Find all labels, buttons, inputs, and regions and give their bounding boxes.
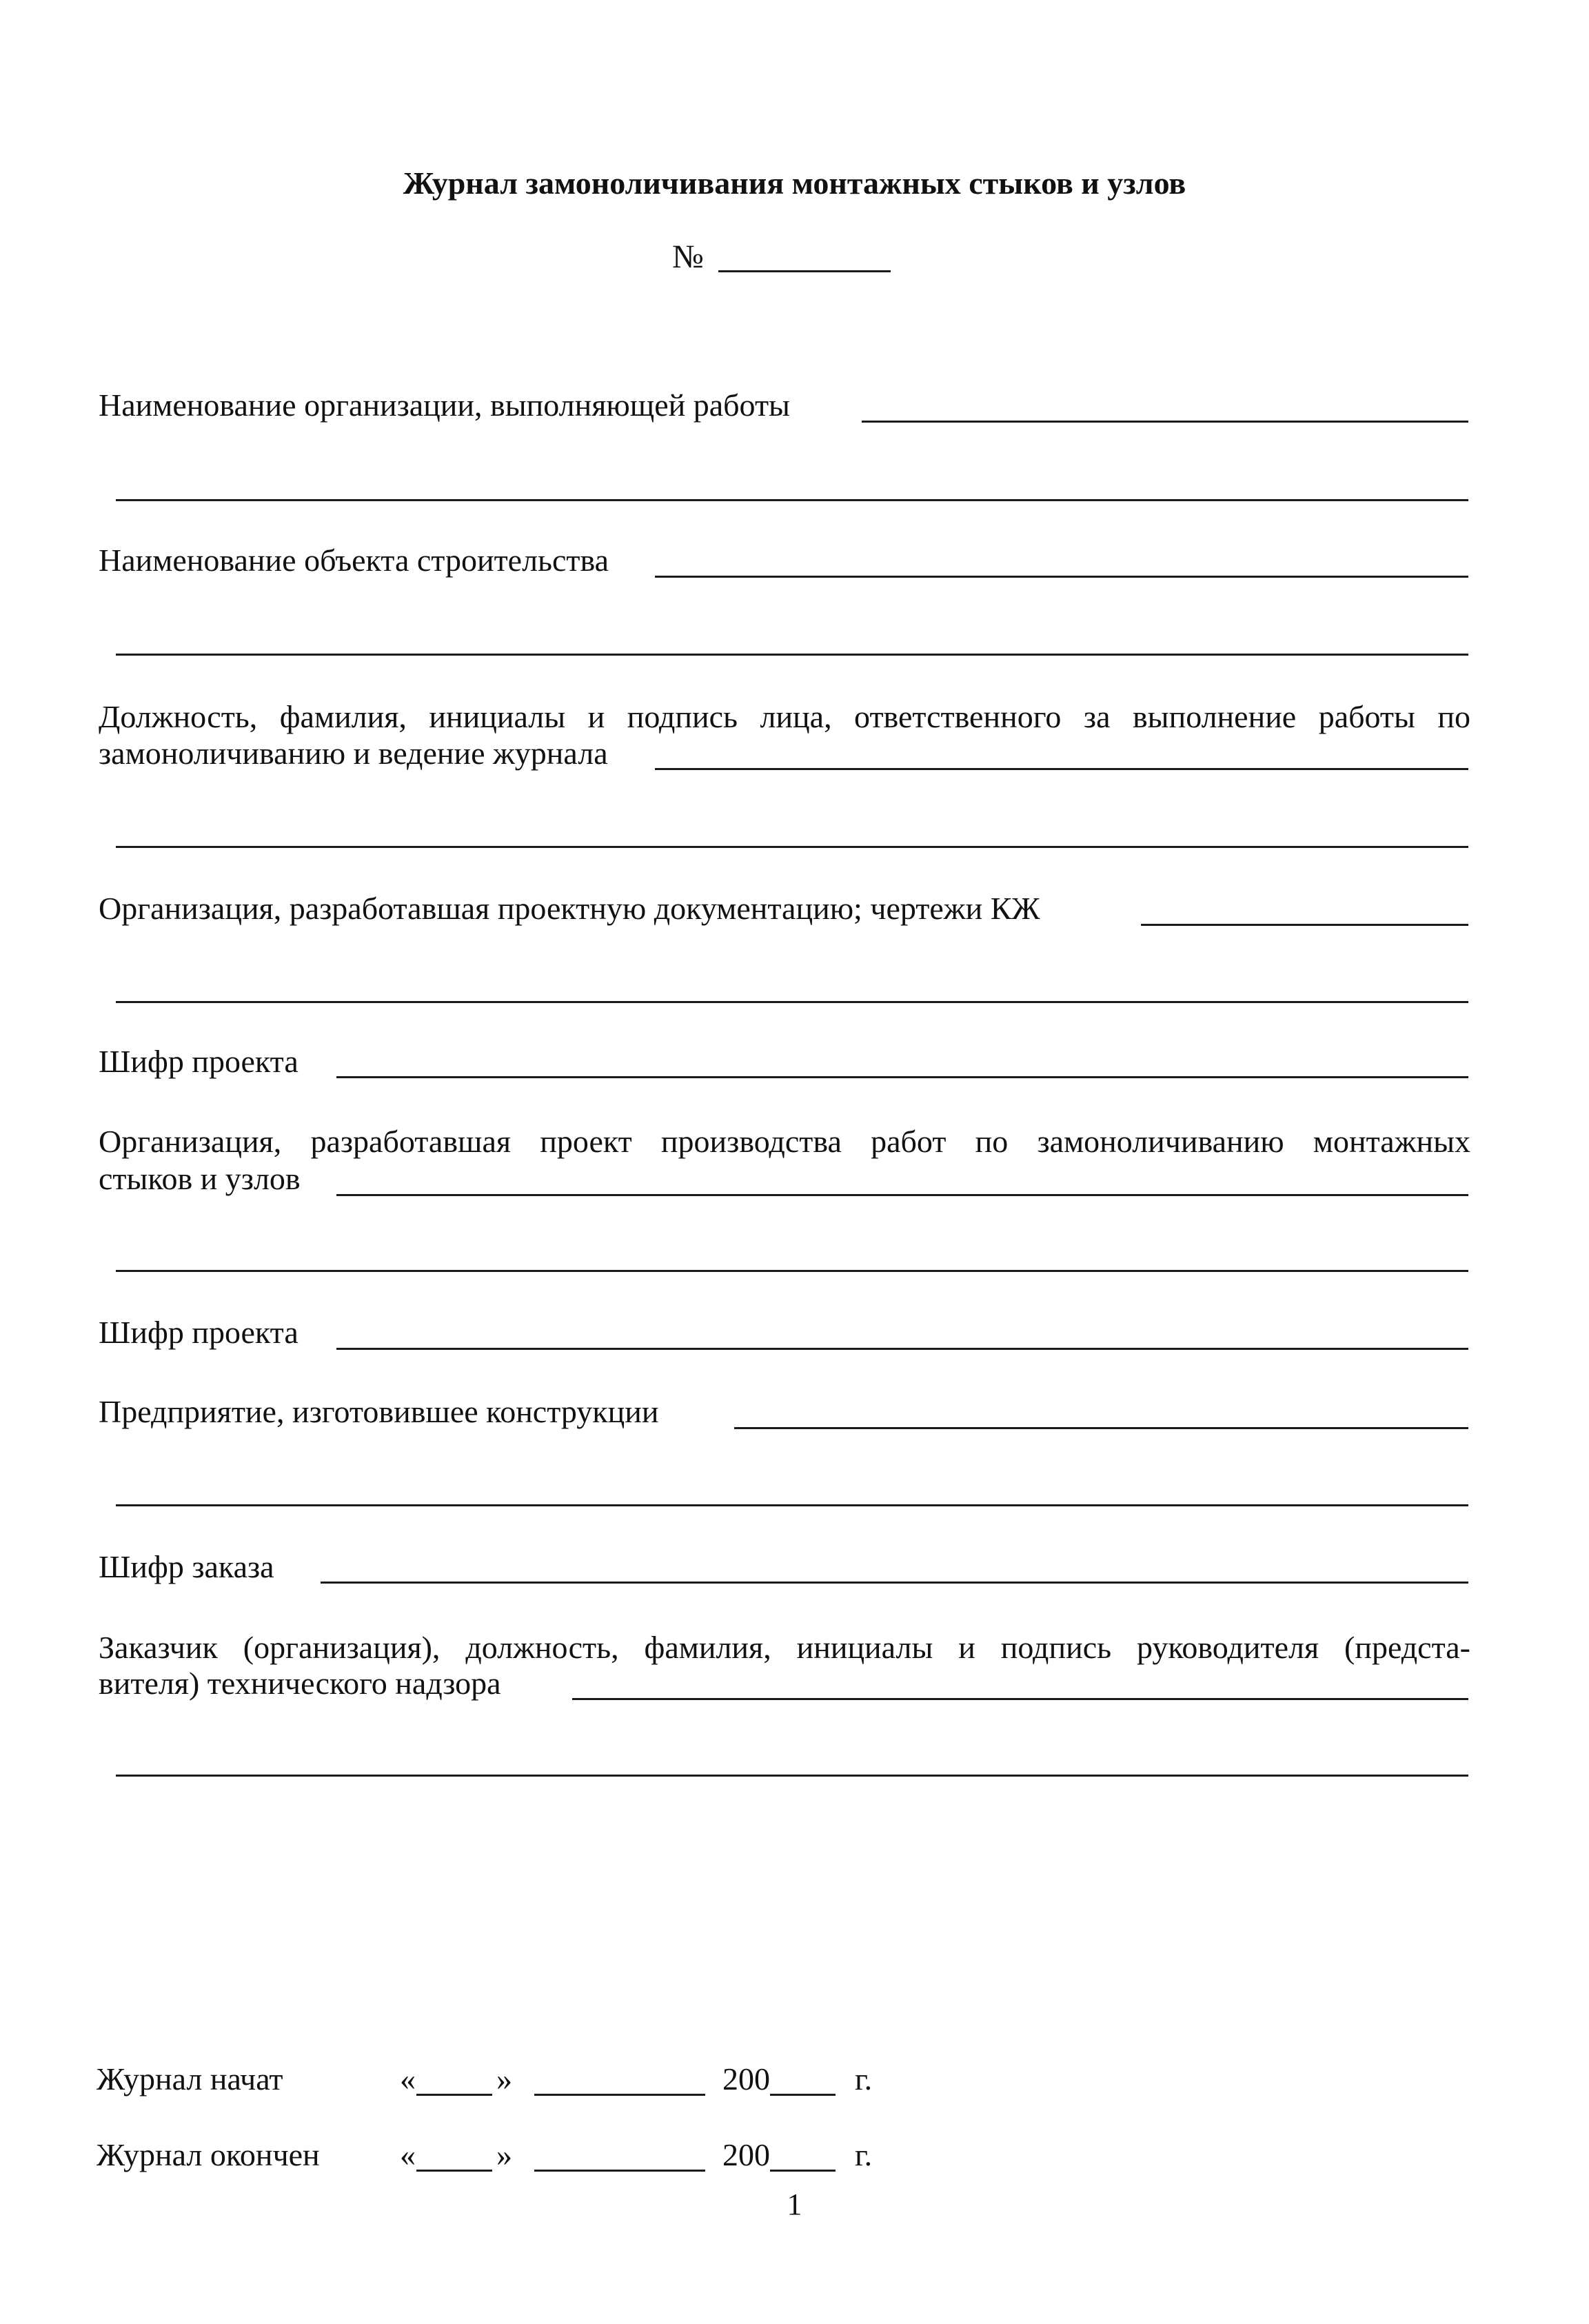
project-code-label-1: Шифр проекта	[99, 1044, 298, 1079]
manufacturer-label: Предприятие, изготовившее конструкции	[99, 1394, 659, 1429]
design-org-field[interactable]	[1141, 924, 1468, 926]
pwp-org-label-line2: стыков и узлов	[99, 1161, 301, 1196]
customer-label-line2: вителя) технического надзора	[99, 1666, 501, 1701]
manufacturer-field-continued[interactable]	[116, 1504, 1468, 1506]
page-number: 1	[787, 2187, 802, 2221]
journal-ended-label: Журнал окончен	[97, 2137, 320, 2172]
pwp-org-field-continued[interactable]	[116, 1270, 1468, 1272]
object-name-field-continued[interactable]	[116, 654, 1468, 656]
manufacturer-field[interactable]	[734, 1427, 1468, 1429]
journal-started-day-field[interactable]	[416, 2094, 492, 2096]
design-org-field-continued[interactable]	[116, 1001, 1468, 1003]
pwp-org-field[interactable]	[336, 1194, 1468, 1196]
journal-started-quote-open: «	[400, 2061, 416, 2096]
project-code-label-2: Шифр проекта	[99, 1315, 298, 1350]
customer-field-continued[interactable]	[116, 1775, 1468, 1777]
customer-label-line1: Заказчик (организация), должность, фамилия, инициалы и подпись руководителя (предста-	[99, 1630, 1470, 1665]
order-code-label: Шифр заказа	[99, 1549, 274, 1584]
journal-ended-year-suffix: г.	[855, 2137, 873, 2172]
journal-number-label: №	[672, 239, 704, 275]
journal-number-field[interactable]	[718, 270, 891, 272]
org-performing-field-continued[interactable]	[116, 499, 1468, 501]
responsible-person-field-continued[interactable]	[116, 846, 1468, 848]
journal-started-quote-close: »	[496, 2061, 512, 2096]
journal-started-label: Журнал начат	[97, 2061, 283, 2096]
order-code-field[interactable]	[321, 1582, 1468, 1584]
org-performing-label: Наименование организации, выполняющей работы	[99, 387, 790, 423]
customer-field[interactable]	[572, 1698, 1468, 1700]
journal-ended-year-prefix: 200	[722, 2137, 770, 2172]
journal-started-year-suffix: г.	[855, 2061, 873, 2096]
journal-ended-quote-close: »	[496, 2137, 512, 2172]
journal-started-month-field[interactable]	[534, 2094, 705, 2096]
design-org-label: Организация, разработавшая проектную документацию; чертежи КЖ	[99, 891, 1040, 926]
org-performing-field[interactable]	[862, 421, 1468, 423]
project-code-field-1[interactable]	[336, 1076, 1468, 1078]
journal-ended-month-field[interactable]	[534, 2170, 705, 2172]
responsible-person-label-line1: Должность, фамилия, инициалы и подпись лица, ответственного за выполнение работы по	[99, 699, 1470, 734]
journal-ended-day-field[interactable]	[416, 2170, 492, 2172]
object-name-field[interactable]	[655, 576, 1468, 578]
journal-title: Журнал замоноличивания монтажных стыков и узлов	[403, 165, 1186, 201]
pwp-org-label-line1: Организация, разработавшая проект производства работ по замоноличиванию монтажных	[99, 1124, 1470, 1159]
responsible-person-field[interactable]	[655, 768, 1468, 770]
journal-started-year-prefix: 200	[722, 2061, 770, 2096]
journal-started-year-field[interactable]	[770, 2094, 836, 2096]
journal-ended-year-field[interactable]	[770, 2170, 836, 2172]
object-name-label: Наименование объекта строительства	[99, 543, 609, 578]
journal-ended-quote-open: «	[400, 2137, 416, 2172]
project-code-field-2[interactable]	[336, 1348, 1468, 1350]
responsible-person-label-line2: замоноличиванию и ведение журнала	[99, 736, 608, 771]
